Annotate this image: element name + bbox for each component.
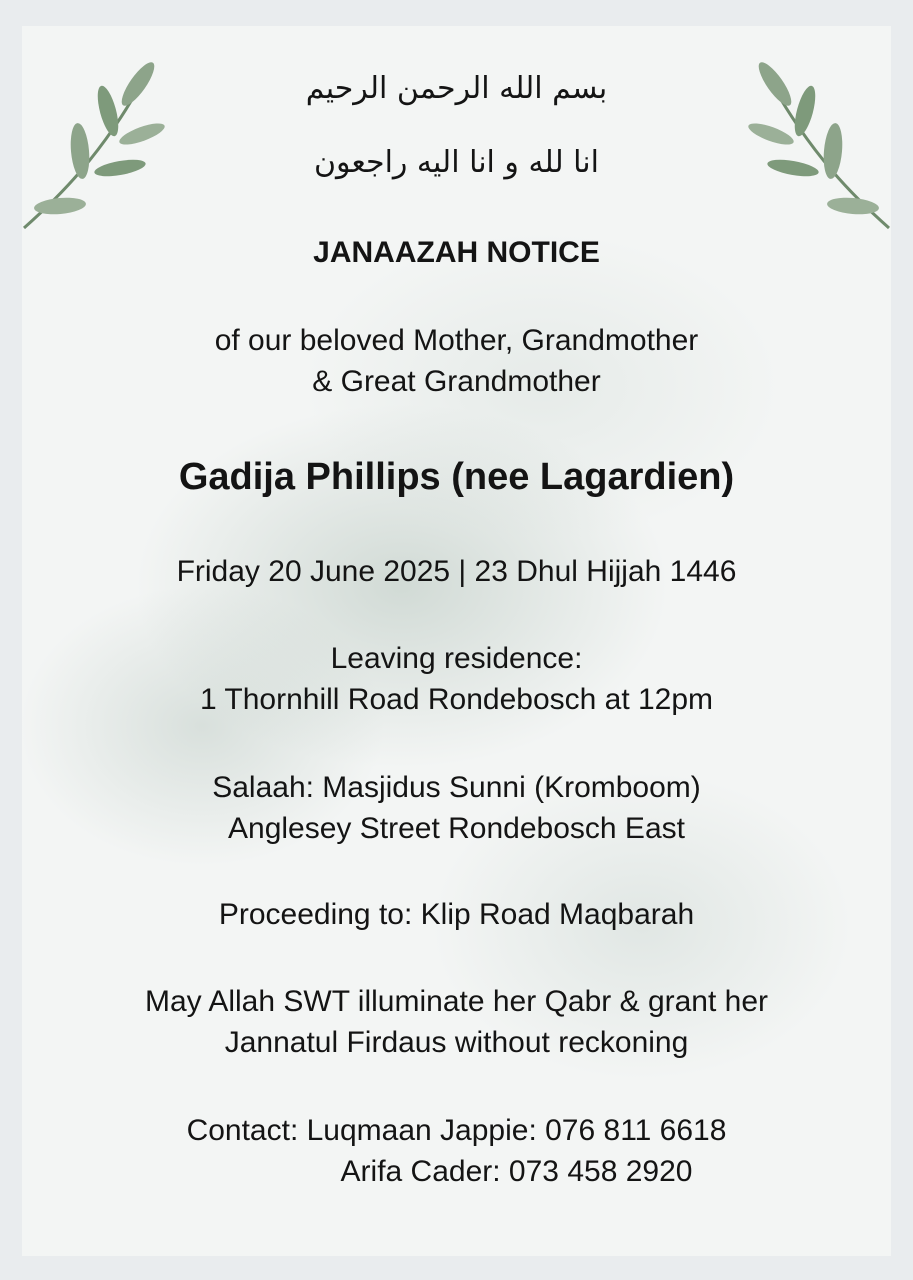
contact-line-2: Arifa Cader: 073 458 2920: [340, 1155, 693, 1188]
notice-title: JANAAZAH NOTICE: [313, 236, 600, 269]
date-line: Friday 20 June 2025 | 23 Dhul Hijjah 1446: [176, 555, 737, 588]
janaazah-notice-card: [22, 26, 891, 1256]
inna-lillahi-text: انا لله و انا اليه راجعون: [314, 145, 599, 180]
proceeding-line: Proceeding to: Klip Road Maqbarah: [218, 898, 695, 931]
deceased-name: Gadija Phillips (nee Lagardien): [178, 456, 735, 498]
salaah-line-2: Anglesey Street Rondebosch East: [228, 812, 685, 845]
contact-line-1: Contact: Luqmaan Jappie: 076 811 6618: [186, 1114, 727, 1147]
salaah-line-1: Salaah: Masjidus Sunni (Kromboom): [212, 771, 701, 804]
leaving-address: 1 Thornhill Road Rondebosch at 12pm: [199, 683, 714, 716]
dua-line-1: May Allah SWT illuminate her Qabr & grant her: [144, 985, 769, 1018]
relation-line-1: of our beloved Mother, Grandmother: [214, 324, 699, 357]
leaving-label: Leaving residence:: [330, 642, 583, 675]
relation-line-2: & Great Grandmother: [312, 365, 601, 398]
dua-line-2: Jannatul Firdaus without reckoning: [224, 1026, 689, 1059]
bismillah-text: بسم الله الرحمن الرحيم: [305, 71, 608, 106]
